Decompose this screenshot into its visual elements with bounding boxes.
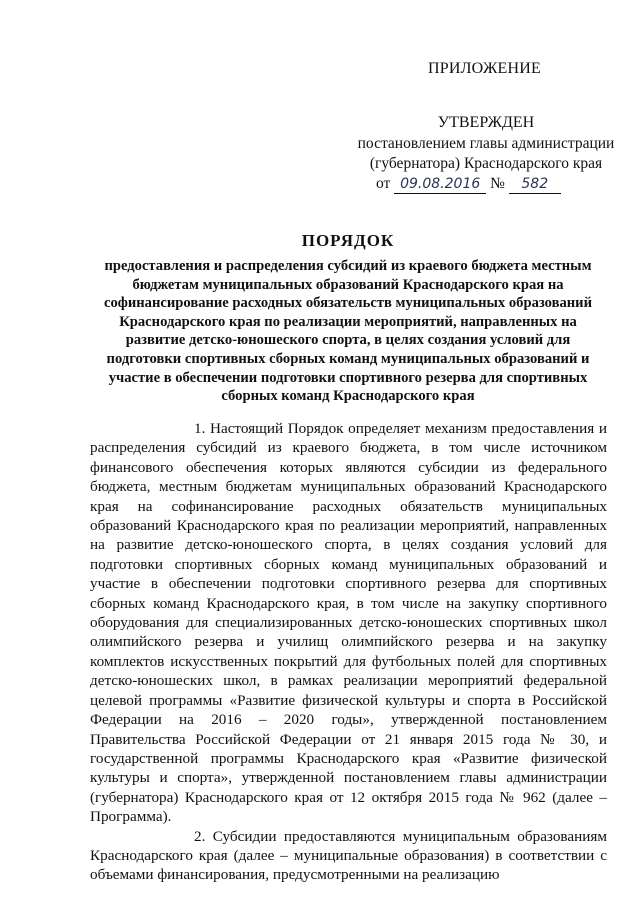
approved-by-line-1: постановлением главы администрации <box>357 135 615 152</box>
paragraph-2-number: 2. <box>194 827 206 845</box>
date-prefix: от <box>376 175 391 192</box>
paragraph-2 <box>90 827 607 885</box>
paragraph-1-number: 1. <box>194 420 206 437</box>
paragraph-2-text: Субсидии предоставляются муниципальным образованиям Краснодарского края (далее – муниципальные образования) в соответствии с объемами финансирования, предусмотренными на реализацию <box>90 827 607 884</box>
title-main: ПОРЯДОК <box>301 231 395 250</box>
document-body <box>90 419 607 885</box>
paragraph-1 <box>90 419 607 827</box>
approved-label: УТВЕРЖДЕН <box>437 114 535 131</box>
approved-by-line-2: (губернатора) Краснодарского края <box>369 155 603 172</box>
appendix-label: ПРИЛОЖЕНИЕ <box>428 60 542 77</box>
paragraph-1-text: Настоящий Порядок определяет механизм предоставления и распределения субсидий из краевого бюджета, в том числе источником финансового обеспечения которых являются субсидии из федерального бюджета, местным бюджетам муниципальных образований Краснодарского края на софинансирование расходных обязательств муниципальных образований Краснодарского края по реализации мероприятий, направленных на развитие детско-юношеского спорта, в целях создания условий для подготовки спортивных сборных команд муниципальных образований и участие в обеспечении подготовки спортивного резерва для спортивных сборных команд Краснодарского края, в том числе на закупку спортивного оборудования для специализированных детско-юношеских спортивных школ олимпийского резерва и училищ олимпийского резерва и на закупку комплектов искусственных покрытий для футбольных полей для спортивных детско-юношеских школ, в рамках реализации мероприятий федеральной целевой программы «Развитие физической культуры и спорта в Российской Федерации на 2016 – 2020 годы», утвержденной постановлением Правительства Российской Федерации от 21 января 2015 года № 30, и государственной программы Краснодарского края «Развитие физической культуры и спорта», утвержденной постановлением главы администрации (губернатора) Краснодарского края от 12 октября 2015 года № 962 (далее – Программа). <box>90 420 607 826</box>
title-subtitle: предоставления и распределения субсидий из краевого бюджета местным бюджетам муниципальных образований Краснодарского края на софинансирование расходных обязательств муниципальных образований Краснодарского края по реализации мероприятий, направленных на развитие детско-юношеского спорта, в целях создания условий для подготовки спортивных сборных команд муниципальных образований и участие в обеспечении подготовки спортивного резерва для спортивных сборных команд Краснодарского края <box>103 258 592 405</box>
document-title <box>90 231 606 406</box>
number-prefix: № <box>490 175 505 192</box>
approval-date-line <box>356 174 616 194</box>
handwritten-date: 09.08.2016 <box>394 176 486 194</box>
handwritten-number: 582 <box>509 176 561 194</box>
approval-block <box>356 113 616 194</box>
